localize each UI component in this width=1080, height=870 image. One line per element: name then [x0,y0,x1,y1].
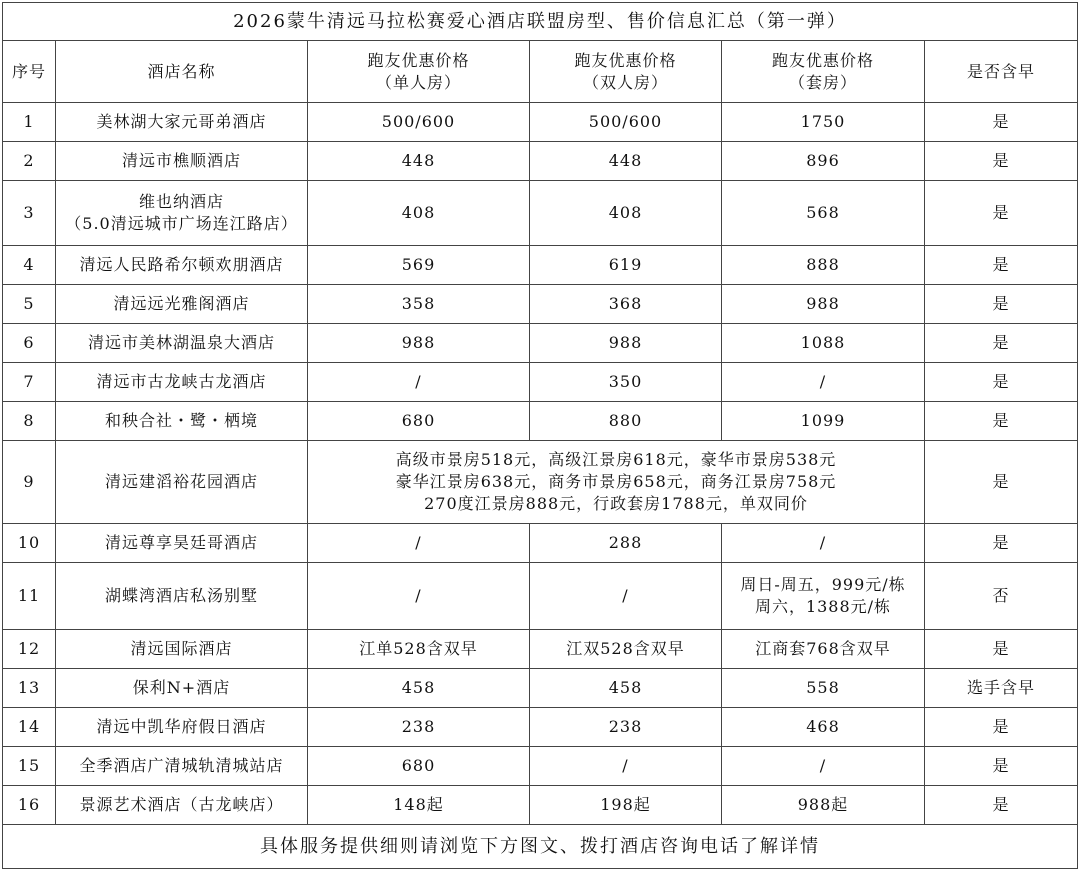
cell-suite-price: / [722,747,925,786]
cell-no: 9 [3,441,56,524]
cell-breakfast: 是 [925,747,1078,786]
cell-single-price: 148起 [308,786,530,825]
header-single-line2: （单人房） [375,72,461,92]
header-suite-line1: 跑友优惠价格 [771,50,874,70]
table-row [3,181,1078,246]
cell-no: 2 [3,142,56,181]
cell-no: 11 [3,563,56,630]
table-row [3,285,1078,324]
cell-double-price: 江双528含双早 [530,630,722,669]
cell-double-price: 198起 [530,786,722,825]
cell-breakfast: 否 [925,563,1078,630]
cell-double-price: 368 [530,285,722,324]
cell-breakfast: 是 [925,246,1078,285]
cell-hotel-name: 景源艺术酒店（古龙峡店） [56,786,308,825]
footer-note: 具体服务提供细则请浏览下方图文、拨打酒店咨询电话了解详情 [3,825,1078,869]
price-line2: 豪华江景房638元，商务市景房658元，商务江景房758元 [395,472,837,491]
cell-single-price: 500/600 [308,103,530,142]
cell-hotel-name: 清远远光雅阁酒店 [56,285,308,324]
cell-no: 13 [3,669,56,708]
cell-single-price: 458 [308,669,530,708]
header-single-price [308,41,530,103]
cell-suite-price: 896 [722,142,925,181]
cell-no: 3 [3,181,56,246]
table-row [3,402,1078,441]
cell-hotel-name: 全季酒店广清城轨清城站店 [56,747,308,786]
cell-breakfast: 是 [925,142,1078,181]
cell-suite-price: 888 [722,246,925,285]
header-double-price [530,41,722,103]
cell-double-price: 988 [530,324,722,363]
cell-no: 10 [3,524,56,563]
table-row [3,441,1078,524]
header-suite-price [722,41,925,103]
header-no: 序号 [3,41,56,103]
title-row [3,3,1078,41]
cell-suite-price: / [722,363,925,402]
header-double-line2: （双人房） [582,72,668,92]
table-row [3,363,1078,402]
cell-breakfast: 是 [925,324,1078,363]
header-single-line1: 跑友优惠价格 [367,50,470,70]
table-row [3,747,1078,786]
cell-hotel-name: 清远市古龙峡古龙酒店 [56,363,308,402]
cell-single-price: 江单528含双早 [308,630,530,669]
cell-suite-price: 1750 [722,103,925,142]
cell-suite-price: 568 [722,181,925,246]
table-row [3,630,1078,669]
cell-hotel-name: 清远国际酒店 [56,630,308,669]
cell-breakfast: 是 [925,524,1078,563]
cell-hotel-name [56,181,308,246]
cell-double-price: 880 [530,402,722,441]
hotel-name-line1: 维也纳酒店 [138,192,224,211]
hotel-price-table [2,2,1078,869]
table-row [3,563,1078,630]
footer-row [3,825,1078,869]
cell-no: 16 [3,786,56,825]
cell-hotel-name: 美林湖大家元哥弟酒店 [56,103,308,142]
header-suite-line2: （套房） [788,72,857,92]
cell-suite-price: 1099 [722,402,925,441]
cell-hotel-name: 保利N+酒店 [56,669,308,708]
table-row [3,786,1078,825]
cell-double-price: 238 [530,708,722,747]
cell-breakfast: 是 [925,402,1078,441]
cell-breakfast: 是 [925,181,1078,246]
cell-single-price: / [308,524,530,563]
table-row [3,324,1078,363]
hotel-name-line2: （5.0清远城市广场连江路店） [65,214,298,233]
cell-breakfast: 是 [925,285,1078,324]
cell-no: 1 [3,103,56,142]
cell-breakfast: 是 [925,708,1078,747]
cell-double-price: / [530,747,722,786]
cell-single-price: 988 [308,324,530,363]
cell-single-price: 448 [308,142,530,181]
header-row [3,41,1078,103]
cell-hotel-name: 清远中凯华府假日酒店 [56,708,308,747]
cell-suite-price: 1088 [722,324,925,363]
cell-no: 12 [3,630,56,669]
header-hotel-name: 酒店名称 [56,41,308,103]
cell-hotel-name: 清远人民路希尔顿欢朋酒店 [56,246,308,285]
table-row [3,708,1078,747]
price-line3: 270度江景房888元，行政套房1788元，单双同价 [424,494,808,513]
cell-single-price: 569 [308,246,530,285]
table-row [3,103,1078,142]
cell-double-price: 619 [530,246,722,285]
cell-breakfast: 是 [925,363,1078,402]
cell-double-price: 350 [530,363,722,402]
cell-suite-price: 558 [722,669,925,708]
table-row [3,669,1078,708]
cell-suite-price: 988 [722,285,925,324]
cell-single-price: 680 [308,402,530,441]
cell-single-price: 358 [308,285,530,324]
cell-breakfast: 是 [925,630,1078,669]
header-double-line1: 跑友优惠价格 [574,50,677,70]
cell-double-price: 500/600 [530,103,722,142]
cell-no: 5 [3,285,56,324]
cell-no: 14 [3,708,56,747]
cell-hotel-name: 和秧合社・鹭・栖境 [56,402,308,441]
cell-hotel-name: 湖蝶湾酒店私汤别墅 [56,563,308,630]
cell-merged-price [308,441,925,524]
cell-breakfast: 是 [925,786,1078,825]
cell-no: 6 [3,324,56,363]
cell-no: 8 [3,402,56,441]
cell-suite-price: 988起 [722,786,925,825]
cell-hotel-name: 清远建滔裕花园酒店 [56,441,308,524]
price-line1: 高级市景房518元，高级江景房618元，豪华市景房538元 [395,450,837,469]
cell-no: 15 [3,747,56,786]
cell-single-price: 680 [308,747,530,786]
cell-double-price: / [530,563,722,630]
cell-single-price: 238 [308,708,530,747]
cell-no: 4 [3,246,56,285]
cell-hotel-name: 清远市樵顺酒店 [56,142,308,181]
suite-price-line1: 周日-周五，999元/栋 [740,575,906,594]
hotel-price-sheet [2,2,1078,869]
cell-no: 7 [3,363,56,402]
cell-hotel-name: 清远尊享昊廷哥酒店 [56,524,308,563]
cell-double-price: 288 [530,524,722,563]
cell-double-price: 448 [530,142,722,181]
table-row [3,524,1078,563]
cell-single-price: 408 [308,181,530,246]
cell-single-price: / [308,563,530,630]
cell-suite-price: / [722,524,925,563]
suite-price-line2: 周六，1388元/栋 [754,597,892,616]
cell-single-price: / [308,363,530,402]
cell-suite-price: 468 [722,708,925,747]
cell-breakfast: 是 [925,441,1078,524]
cell-suite-price [722,563,925,630]
table-row [3,246,1078,285]
table-row [3,142,1078,181]
cell-breakfast: 是 [925,103,1078,142]
cell-double-price: 408 [530,181,722,246]
table-title: 2026蒙牛清远马拉松赛爱心酒店联盟房型、售价信息汇总（第一弹） [3,3,1078,41]
cell-suite-price: 江商套768含双早 [722,630,925,669]
cell-breakfast: 选手含早 [925,669,1078,708]
cell-double-price: 458 [530,669,722,708]
header-breakfast: 是否含早 [925,41,1078,103]
cell-hotel-name: 清远市美林湖温泉大酒店 [56,324,308,363]
